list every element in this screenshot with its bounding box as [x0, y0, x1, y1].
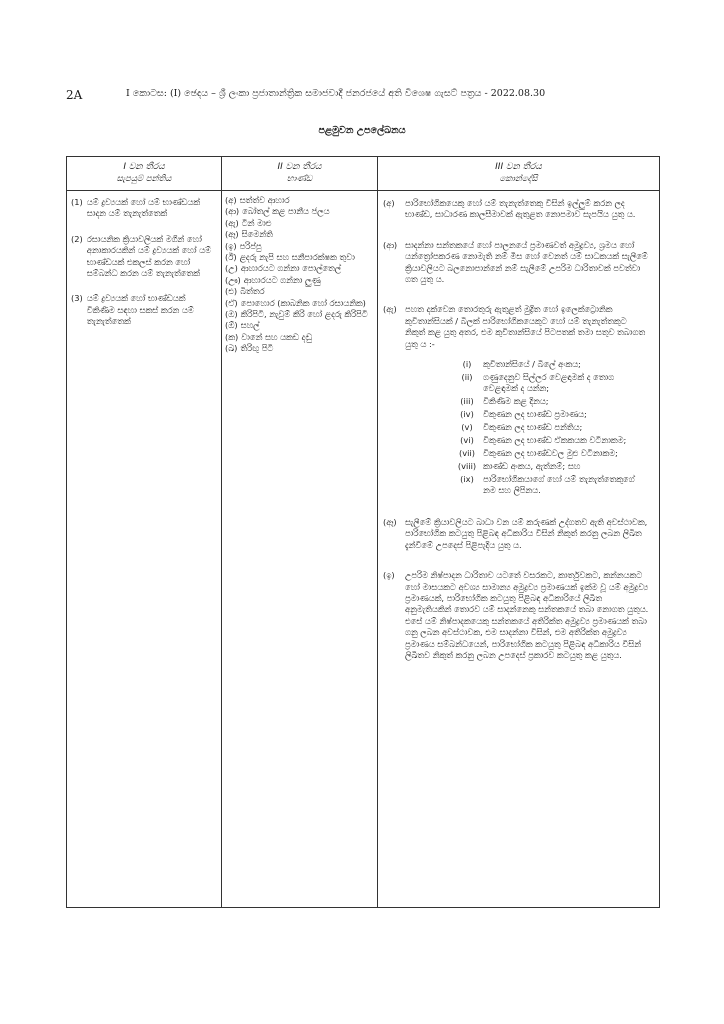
item-text: විකුණන ලද භාණ්ඩ ප්‍රමාණය;: [483, 409, 587, 420]
item-label: (ඈ): [383, 517, 397, 528]
list-item: [225, 275, 373, 286]
list-item: [451, 461, 649, 472]
column-header-1: [67, 157, 222, 191]
list-item: [383, 240, 649, 286]
item-label: (ඇ): [225, 217, 239, 228]
item-text: පාරිභෝගිකයාගේ හෝ යම් තැනැත්තෙකුගේ නම සහ ලිපිනය.: [483, 473, 635, 496]
item-label: (ඊ): [225, 252, 237, 263]
list-item: [451, 474, 649, 497]
item-text: විකුණන ලද භාණ්ඩ පන්තිය;: [483, 422, 583, 433]
item-text: සාදන්නා සන්තකයේ හෝ පාලනයේ ප්‍රමාණවත් අමුද්‍රව්‍ය, ශ්‍රමය හෝ යන්ත්‍රෝපකරණ නොමැති නම් මිස හෝ වෙනත් යම් සාධකයක් සැලීමේ ක්‍රියාවලියට බලනොපාන්නේ නම් සැලීමේ උපරිම ධාරිතාවක් පවත්වා ගත යුතු ය.: [405, 239, 648, 285]
item-text: යම් ද්‍රව්‍යයක් හෝ යම් භාණ්ඩයක් සාදන යම් තැනැත්තෙක්: [86, 197, 200, 219]
item-text: පාරිභෝගිකයෙකු හෝ යම් තැනැත්තෙකු විසින් ඉල්ලුම් කරන ලද භාණ්ඩ, සාධාරණ කාලසීමාවක් ඇතුළත නොපමාව සැපයිය යුතු ය.: [405, 198, 636, 220]
item-text: සැලීමේ ක්‍රියාවලියට බාධා වන යම් කරුණක් උද්ගතව ඇති අවස්ථාවක, පාරිභෝගික කටයුතු පිළිබඳ අධිකාරිය විසින් නිකුත් කරනු ලබන ලිඛිත දැන්වීමේ උපදෙස් පිළිපැදිය යුතු ය.: [405, 517, 648, 550]
list-item: [451, 448, 649, 459]
item-label: (ඒ): [225, 297, 238, 308]
schedule-title: පළමුවන උපලේඛනය: [318, 125, 406, 136]
column-header-sub: කොන්දේසි: [499, 173, 538, 184]
roman-numeral: (ii): [461, 371, 473, 382]
column-header-3: [378, 157, 660, 191]
item-text: විකිණීම කළ දිනය;: [483, 396, 549, 407]
item-text: උපරිම නිෂ්පාදන ධාරිතාව යටතේ වසරකට, කාර්තුවකට, කන්නයකට හෝ මාසයකට අවශ්‍ය සාමාන්‍ය අමුද්‍රව්‍ය ප්‍රමාණයක් ඉක්ම වූ යම් අමුද්‍රව්‍ය ප්‍රමාණයක්, පාරිභෝගික කටයුතු පිළිබඳ අධිකාරියේ ලිඛිත අනුමැතියකින් තොරව යම් සාදන්නෙකු සන්තකයේ තබා නොගත යුතුය. එසේ යම් නිෂ්පාදකයෙකු සන්තකයේ අතිරික්ත අමුද්‍රව්‍ය ප්‍රමාණයක් තබා ගනු ලබන අවස්ථාවක, එම සාදන්නා විසින්, එම අතිරික්ත අමුද්‍රව්‍ය ප්‍රමාණය සම්බන්ධයෙන්, පාරිභෝගික කටයුතු පිළිබඳ අධිකාරිය විසින් ලිඛිතව නිකුත් කරනු ලබන උපදෙස් ප්‍රකාරව කටයුතු කළ යුතුය.: [405, 570, 649, 661]
list-item: [451, 422, 649, 433]
supply-class-cell: [67, 191, 222, 908]
list-item: [225, 229, 373, 240]
list-item: [451, 435, 649, 446]
item-label: (ඕ): [225, 320, 238, 331]
page-number: 2A: [66, 88, 83, 102]
item-text: යම් ද්‍රව්‍යයක් හෝ භාණ්ඩයක් විකිණීම සඳහා සකස් කරන යම් තැනැත්තෙක්: [86, 293, 194, 327]
roman-numeral: (iii): [460, 396, 474, 407]
list-item: [383, 517, 649, 551]
item-text: කාණ්ඩ අංකය, ඇත්නම්; සහ: [483, 460, 581, 471]
list-item: [383, 570, 649, 661]
item-text: සිමෙන්ති: [241, 229, 273, 240]
item-label: (ආ): [225, 206, 240, 217]
item-label: (ඈ): [225, 229, 239, 240]
table-body-row: [67, 191, 660, 908]
item-text: වානේ සහ යකඩ දඬු: [241, 331, 313, 342]
list-item: [383, 304, 649, 498]
list-item: [225, 309, 373, 320]
item-label: (ඔ): [225, 309, 238, 320]
list-item: [225, 252, 373, 263]
roman-numeral: (ix): [460, 473, 474, 484]
list-item: [225, 241, 373, 252]
item-text: බෝතල් කළ පානීය ජලය: [242, 206, 330, 217]
item-text: රසායනික ක්‍රියාවලියක් මගින් හෝ අනාකාරයකින් යම් ද්‍රව්‍යයක් හෝ යම් භාණ්ඩයක් එකලස් කරන හෝ සම්බන්ධ කරන යම් තැනැත්තෙක්: [86, 233, 212, 279]
item-label: (ඌ): [225, 274, 241, 285]
list-item: [225, 298, 373, 309]
item-label: (3): [71, 293, 83, 304]
roman-numeral: (vii): [459, 447, 475, 458]
roman-numeral: (vi): [460, 435, 474, 445]
column-header-name: III වන තීරය: [495, 162, 542, 173]
item-text: ආහාරයට ගන්නා ලුණු: [243, 274, 321, 285]
conditions-cell: [378, 191, 660, 908]
column-header-sub: සැපයුම් පන්තිය: [116, 173, 172, 184]
item-text: කිරිපිටි, නැවුම් කිරි හෝ ළදරු කිරිපිටි: [240, 309, 368, 320]
roman-numeral: (v): [461, 422, 473, 433]
item-label: (ආ): [383, 239, 398, 250]
item-label: (ඉ): [225, 240, 237, 251]
roman-numeral: (viii): [457, 460, 477, 471]
list-item: [225, 332, 373, 343]
list-item: [225, 343, 373, 354]
item-text: පහත දක්වෙන තොරතුරු ඇතුළත් මුද්‍රිත හෝ ඉලෙක්ට්‍රොනික කුවිතාන්සියක් / බිලක් පාරිභෝගිකයෙකුට හෝ යම් තැනැත්තකුට නිකුත් කළ යුතු අතර, එම කුවිතාන්සියේ පිටපතක් තමා සතුව තබාගත යුතු ය :-: [405, 304, 646, 349]
list-item: [225, 218, 373, 229]
list-item: [225, 206, 373, 217]
item-text: ටින් මාළු: [241, 217, 272, 228]
item-label: (ඉ): [383, 570, 395, 581]
list-item: [451, 409, 649, 420]
list-item: [225, 320, 373, 331]
list-item: [383, 198, 649, 221]
item-text: සහල්: [240, 320, 260, 331]
item-text: කුවිතාන්සියේ / බිලේ අංකය;: [483, 359, 581, 370]
item-label: (අ): [225, 195, 237, 205]
item-label: (ක): [225, 331, 239, 342]
item-text: පරිප්පු: [239, 240, 262, 251]
item-text: විකුණන ලද භාණ්ඩවල මුළු වටිනාකම;: [483, 447, 618, 458]
column-header-sub: භාණ්ඩ: [286, 173, 313, 184]
item-text: ළදරු නැපි සහ සනීපාරක්ෂක තුවා: [239, 252, 355, 263]
list-item: [225, 286, 373, 297]
item-text: තිරිඟු පිටි: [240, 343, 274, 354]
item-text: බිත්තර: [240, 286, 265, 297]
goods-cell: [222, 191, 378, 908]
gazette-header-title: I කොටස: (I) ඡෙදය – ශ්‍රී ලංකා ප්‍රජාතාන්ත්‍රික සමාජවාදී ජනරජයේ අති විශෙෂ ගැසට් පත්‍රය - 2022.08.30: [126, 88, 546, 99]
receipt-condition: [405, 304, 649, 498]
schedule-table: [66, 156, 660, 908]
item-label: (එ): [225, 286, 238, 297]
column-header-name: I වන තීරය: [123, 162, 165, 173]
column-header-name: II වන තීරය: [277, 162, 322, 173]
roman-numeral: (i): [462, 359, 472, 370]
item-label: (ඛ): [225, 343, 238, 354]
list-item: [225, 263, 373, 274]
item-label: (උ): [225, 263, 238, 274]
item-text: ආහාරයට ගන්නා පොල්තෙල්: [240, 263, 342, 274]
list-item: [71, 197, 213, 220]
table-header-row: [67, 157, 660, 191]
list-item: [451, 372, 649, 395]
item-text: පොහොර (කාබනික හෝ රසායනික): [240, 297, 366, 308]
receipt-details-list: [451, 359, 649, 496]
item-text: විකුණන ලද භාණ්ඩ ඒකකයක වටිනාකම;: [483, 435, 627, 445]
list-item: [451, 359, 649, 370]
list-item: [71, 293, 213, 327]
item-text: ගණුදෙනුව සිල්ලර වෙළඳාමක් ද තොග වෙළඳාමක් ද යන්න;: [483, 371, 615, 394]
item-label: (1): [71, 197, 83, 207]
item-label: (2): [71, 233, 83, 244]
item-text: සත්ත්ව ආහාර: [239, 195, 290, 205]
list-item: [71, 234, 213, 280]
list-item: [451, 396, 649, 407]
roman-numeral: (iv): [460, 409, 474, 420]
column-header-2: [222, 157, 378, 191]
list-item: [225, 195, 373, 206]
item-label: (අ): [383, 198, 395, 208]
item-label: (ඇ): [383, 304, 397, 315]
page-header: [66, 88, 666, 102]
